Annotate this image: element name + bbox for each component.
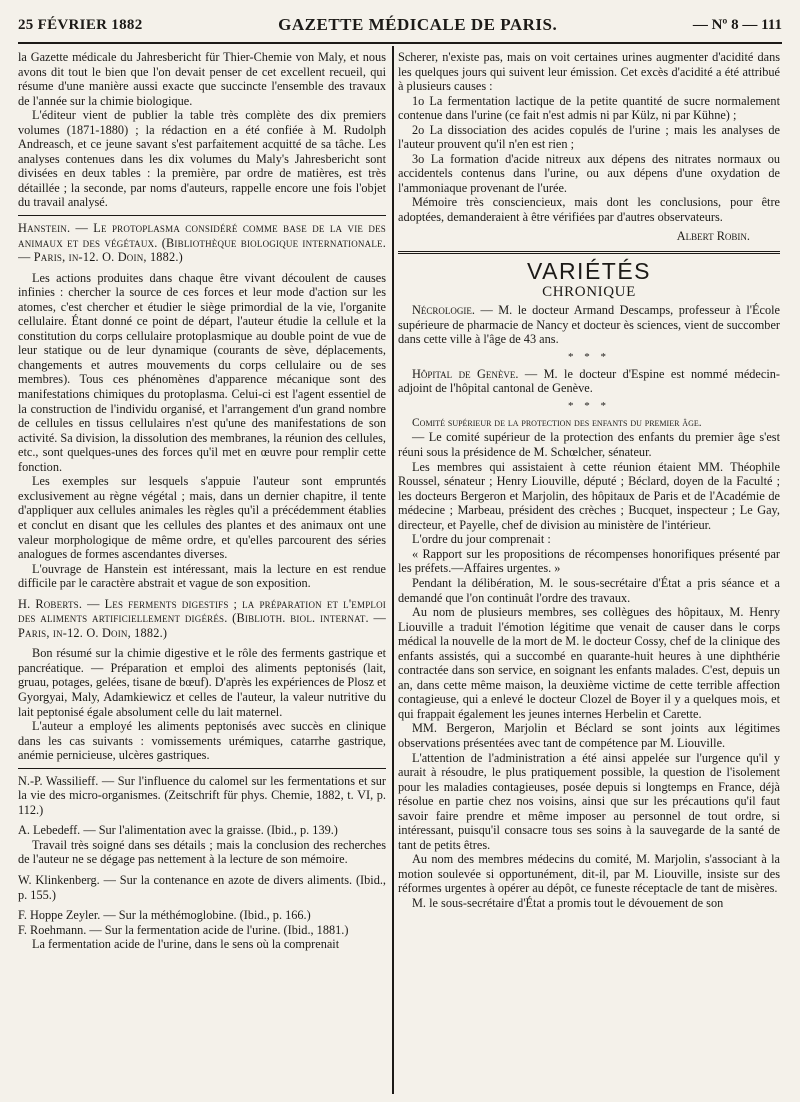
hanstein-reference [18, 221, 386, 265]
hopital-text: — M. le docteur d'Espine est nommé médecin-adjoint de l'hôpital cantonal de Genève. [398, 366, 780, 396]
separator-stars: * * * [568, 350, 610, 363]
section-double-rule [398, 251, 780, 254]
necrologie-paragraph [398, 303, 780, 347]
lebedeff-reference: A. Lebedeff. — Sur l'alimentation avec la graisse. (Ibid., p. 139.) [18, 823, 338, 838]
section-rule [18, 768, 386, 769]
comite-paragraph-4: « Rapport sur les propositions de récompenses honorifiques présenté par les préfets.—Affaires urgentes. » [398, 546, 780, 576]
comite-paragraph-9: Au nom des membres médecins du comité, M. Marjolin, s'associant à la motion soulevée si opportunément, dit-il, par M. Liouville, insiste sur des réformes urgentes à opérer au dépôt, ce funeste réceptacle de tant de misères. [398, 852, 780, 896]
comite-paragraph-10: M. le sous-secrétaire d'État a promis tout le dévouement de son [412, 895, 724, 910]
comite-paragraph-3: L'ordre du jour comprenait : [412, 532, 551, 547]
roehmann-paragraph: La fermentation acide de l'urine, dans le sens où la comprenait [32, 937, 340, 952]
intro-paragraph-1: la Gazette médicale du Jahresbericht für Thier-Chemie von Maly, et nous avons dit tout le bien que l'on devait penser de cet excellent recueil, qui résume d'une manière aussi exacte que succincte l'ensemble des travaux de l'année sur la chimie biologique. [18, 50, 386, 108]
chronique-heading: CHRONIQUE [542, 283, 636, 300]
page-header [18, 10, 782, 40]
header-page-number: — Nº 8 — 111 [692, 16, 782, 33]
hanstein-paragraph-2: Les exemples sur lesquels s'appuie l'auteur sont empruntés exclusivement au règne végétal ; mais, dans un dernier chapitre, il tente d'appliquer aux cellules animales les règles qu'il a précédemment établies et conclut en disant que les cellules des plantes et des animaux ont une valeur morphologique de même ordre, et qu'elles parcourent des séries analogues de formes ascendantes diverses. [18, 474, 386, 562]
author-signature: Albert Robin. [676, 228, 750, 243]
comite-paragraph-7: MM. Bergeron, Marjolin et Béclard se sont joints aux légitimes observations présentées avec tant de compétence par M. Liouville. [398, 721, 780, 750]
comite-paragraph-8: L'attention de l'administration a été ainsi appelée sur l'urgence qu'il y aurait à résoudre, le plus pratiquement possible, la question de l'isolement pour les maladies contagieuses, posée depuis si longtemps en France, déjà résolue en partie chez nos voisins, ainsi que sur les précautions qu'il faut savoir faire prendre et même imposer au personnel de tout ordre, si intéressant, puisqu'il consacre tous ses soins à la sauvegarde de la santé de tant de petits êtres. [398, 750, 780, 852]
roehmann-reference: F. Roehmann. — Sur la fermentation acide de l'urine. (Ibid., 1881.) [18, 922, 349, 937]
hopital-label: Hôpital de Genève. [412, 366, 519, 381]
right-column [398, 50, 780, 1094]
separator-stars: * * * [568, 399, 610, 412]
cause-1: 1o La fermentation lactique de la petite quantité de sucre normalement contenue dans l'urine (ce fait n'est admis ni par Külz, ni par Kühne) ; [398, 93, 780, 123]
necrologie-text: — M. le docteur Armand Descamps, professeur à l'École supérieure de pharmacie de Nancy et docteur ès sciences, vient de succomber dans cette ville à l'âge de 43 ans. [398, 303, 780, 347]
hoppe-reference: F. Hoppe Zeyler. — Sur la méthémoglobine. (Ibid., p. 166.) [18, 908, 311, 923]
column-separator [392, 46, 394, 1094]
hanstein-reference-text: Hanstein. — Le protoplasma considéré comme base de la vie des animaux et des végétaux. (Bibliothèque biologique internationale. — Paris, in-12. O. Doin, 1882.) [18, 221, 386, 265]
header-rule [18, 42, 782, 44]
necrologie-label: Nécrologie. [412, 303, 475, 318]
roberts-paragraph-2: L'auteur a employé les aliments peptonisés avec succès en clinique dans les cas suivants : vomissements urémiques, catarrhe gastrique, anémie pernicieuse, ulcères gastriques. [18, 719, 386, 763]
hopital-paragraph [398, 367, 780, 396]
left-column [18, 50, 386, 1094]
roberts-paragraph-1: Bon résumé sur la chimie digestive et le rôle des ferments gastrique et pancréatique. — Préparation et emploi des aliments peptonisés (lait, gruau, potages, gelées, tisane de bœuf). D'après les expériences de Plosz et Gyorgyai, Maly, Adamkiewicz et celles de l'auteur, la valeur nutritive du lait peptonisé égale absolument celle du lait maternel. [18, 646, 386, 719]
intro-paragraph-2: L'éditeur vient de publier la table très complète des dix premiers volumes (1871-1880) ; la rédaction en a été confiée à M. Rudolph Andreasch, et ce jeune savant s'est parfaitement acquitté de sa tâche. Les analyses contenues dans les dix volumes du Maly's Jahresbericht sont divisées en deux tables : la première, par ordre de matières, est très détaillée ; la seconde, par noms d'auteurs, rappelle encore une fois l'objet du travail analysé. [18, 108, 386, 210]
cause-2: 2o La dissociation des acides copulés de l'urine ; mais les analyses de l'auteur prouvent qu'il n'en est rien ; [398, 122, 780, 152]
roberts-reference [18, 597, 386, 641]
hanstein-paragraph-3: L'ouvrage de Hanstein est intéressant, mais la lecture en est rendue difficile par le caractère abstrait et vague de son exposition. [18, 561, 386, 591]
comite-paragraph-5: Pendant la délibération, M. le sous-secrétaire d'État a pris séance et a demandé que l'on continuât l'ordre des travaux. [398, 575, 780, 605]
continuation-paragraph: Scherer, n'existe pas, mais on voit certaines urines augmenter d'acidité dans les quelques jours qui suivent leur émission. Cet excès d'acidité a été attribué à plusieurs causes : [398, 50, 780, 94]
comite-paragraph-1: — Le comité supérieur de la protection des enfants du premier âge s'est réuni sous la présidence de M. Schœlcher, sénateur. [398, 430, 780, 460]
hanstein-paragraph-1: Les actions produites dans chaque être vivant découlent de causes infinies : chercher la source de ces forces et leur mode d'action sur les atomes, c'est chercher et étudier le siège primordial de la vie, l'organite cellulaire. Étant donné ce point de départ, l'auteur étudie la cellule et la constitution du corps cellulaire protoplasmique au double point de vue de leur statique ou de leur dynamique (courants de sève, déplacements, changements et autres mouvements du corps cellulaire ou de ses membres). Tous ces phénomènes d'apparence mécanique sont des manifestations chimiques du protoplasma. Celui-ci est l'agent essentiel de la construction de l'individu organisé, et l'arrangement d'un grand nombre de cellules en tissus cellulaires n'est qu'une des manifestations de son activité. Sa division, la dissolution des membranes, la réunion des cellules, etc., sont quelques-unes des forces qu'il met en œuvre pour remplir cette fonction. [18, 270, 386, 474]
conclusion-paragraph: Mémoire très consciencieux, mais dont les conclusions, pour être adoptées, demanderaient à être vérifiées par d'autres observateurs. [398, 195, 780, 225]
wassilieff-reference: N.-P. Wassilieff. — Sur l'influence du calomel sur les fermentations et sur la vie des micro-organismes. (Zeitschrift für phys. Chemie, 1882, t. VI, p. 112.) [18, 773, 386, 817]
varietes-heading: VARIÉTÉS [526, 258, 652, 285]
comite-paragraph-2: Les membres qui assistaient à cette réunion étaient MM. Théophile Roussel, sénateur ; Henry Liouville, député ; Béclard, doyen de la Faculté ; les docteurs Bergeron et Marjolin, des hôpitaux de Paris et de l'Académie de médecine ; Marbeau, président des crèches ; Bucquet, inspecteur ; Le Gay, directeur, et Payelle, chef de division au ministère de l'intérieur. [398, 459, 780, 532]
comite-heading: Comité supérieur de la protection des enfants du premier âge. [412, 416, 702, 429]
header-date: 25 FÉVRIER 1882 [18, 16, 143, 33]
cause-3: 3o La formation d'acide nitreux aux dépens des nitrates normaux ou accidentels contenus dans l'urine, ou aux dépens d'une oxydation de l'ammoniaque provenant de l'urée. [398, 151, 780, 195]
lebedeff-paragraph: Travail très soigné dans ses détails ; mais la conclusion des recherches de l'auteur ne se dégage pas nettement à la lecture de son mémoire. [18, 837, 386, 867]
roberts-reference-text: H. Roberts. — Les ferments digestifs ; la préparation et l'emploi des aliments artificiellement digérés. (Biblioth. biol. internat. — Paris, in-12. O. Doin, 1882.) [18, 596, 386, 640]
comite-paragraph-6: Au nom de plusieurs membres, ses collègues des hôpitaux, M. Henry Liouville a traduit l'émotion légitime que venait de causer dans le corps médical la nouvelle de la mort de M. le docteur Cossy, chef de la clinique des enfants assistés, qui a succombé en quarante-huit heures à une diphthérie contractée dans son service, en soignant les enfants malades. C'est, depuis un an, dans cette même maison, la deuxième victime de cette terrible affection contagieuse, qui a enlevé le docteur Clozel de Boyer il y a quelques mois, et qui frappait également les jeunes internes Herbelin et Carette. [398, 605, 780, 721]
klinkenberg-reference: W. Klinkenberg. — Sur la contenance en azote de divers aliments. (Ibid., p. 155.) [18, 872, 386, 902]
header-title: GAZETTE MÉDICALE DE PARIS. [278, 15, 558, 34]
section-rule [18, 215, 386, 216]
